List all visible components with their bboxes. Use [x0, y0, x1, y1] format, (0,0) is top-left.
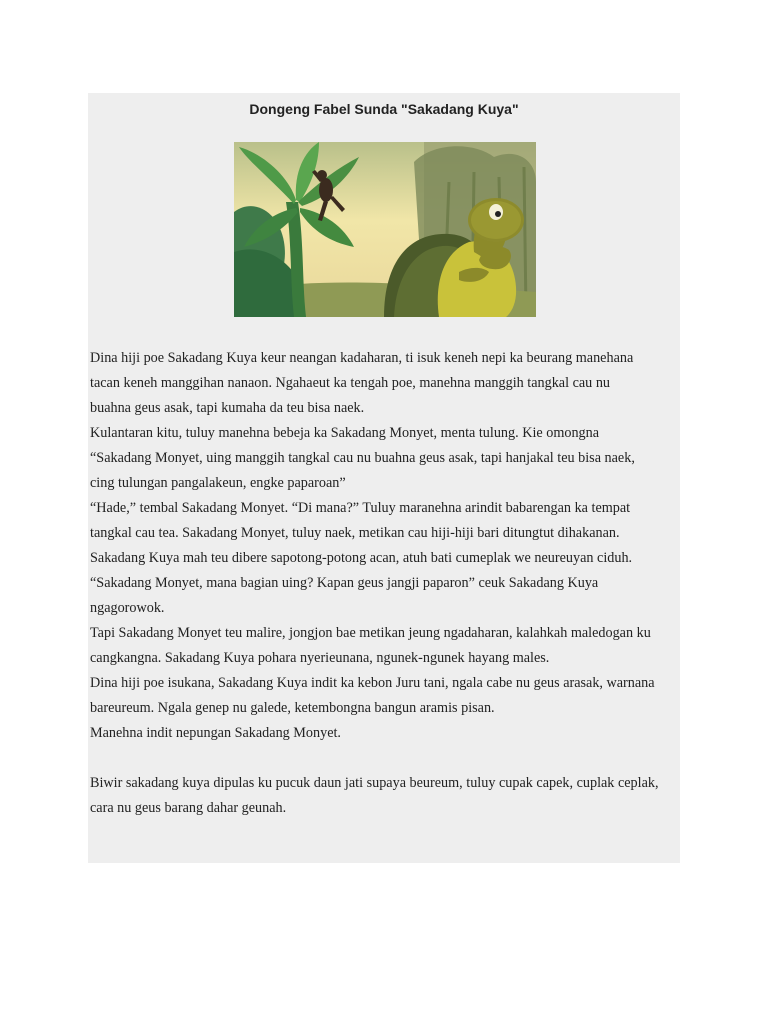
- story-line: “Sakadang Monyet, mana bagian uing? Kapan geus jangji paparon” ceuk Sakadang Kuya: [90, 575, 599, 591]
- story-line: Kulantaran kitu, tuluy manehna bebeja ka Sakadang Monyet, menta tulung. Kie omongna: [90, 425, 600, 441]
- paragraph-gap: [90, 746, 680, 771]
- story-line: Biwir sakadang kuya dipulas ku pucuk daun jati supaya beureum, tuluy cupak capek, cuplak ceplak,: [90, 775, 659, 791]
- story-line: cara nu geus barang dahar geunah.: [90, 800, 287, 816]
- story-line: cing tulungan pangalakeun, engke paparoan”: [90, 475, 346, 491]
- story-line: tangkal cau tea. Sakadang Monyet, tuluy naek, metikan cau hiji-hiji bari ditungtut dihakanan.: [90, 525, 620, 541]
- story-line: Dina hiji poe isukana, Sakadang Kuya indit ka kebon Juru tani, ngala cabe nu geus arasak, warnana: [90, 675, 655, 691]
- turtle-monkey-illustration-icon: [234, 142, 536, 317]
- story-line: cangkangna. Sakadang Kuya pohara nyerieunana, ngunek-ngunek hayang males.: [90, 650, 550, 666]
- document-panel: [88, 93, 680, 863]
- story-line: “Sakadang Monyet, uing manggih tangkal cau nu buahna geus asak, tapi hanjakal teu bisa naek,: [90, 450, 635, 466]
- story-line: Manehna indit nepungan Sakadang Monyet.: [90, 725, 341, 741]
- story-text: [90, 346, 680, 821]
- story-line: Dina hiji poe Sakadang Kuya keur neangan kadaharan, ti isuk keneh nepi ka beurang manehana: [90, 350, 634, 366]
- story-line: Tapi Sakadang Monyet teu malire, jongjon bae metikan jeung ngadaharan, kalahkah maledogan ku: [90, 625, 651, 641]
- story-line: “Hade,” tembal Sakadang Monyet. “Di mana?” Tuluy maranehna arindit babarengan ka tempat: [90, 500, 631, 516]
- story-line: bareureum. Ngala genep nu galede, ketembongna bangun aramis pisan.: [90, 700, 495, 716]
- story-line: buahna geus asak, tapi kumaha da teu bisa naek.: [90, 400, 365, 416]
- story-line: Sakadang Kuya mah teu dibere sapotong-potong acan, atuh bati cumeplak we neureuyan ciduh.: [90, 550, 633, 566]
- story-line: tacan keneh manggihan nanaon. Ngahaeut ka tengah poe, manehna manggih tangkal cau nu: [90, 375, 611, 391]
- story-line: ngagorowok.: [90, 600, 165, 616]
- document-title: Dongeng Fabel Sunda "Sakadang Kuya": [249, 101, 519, 117]
